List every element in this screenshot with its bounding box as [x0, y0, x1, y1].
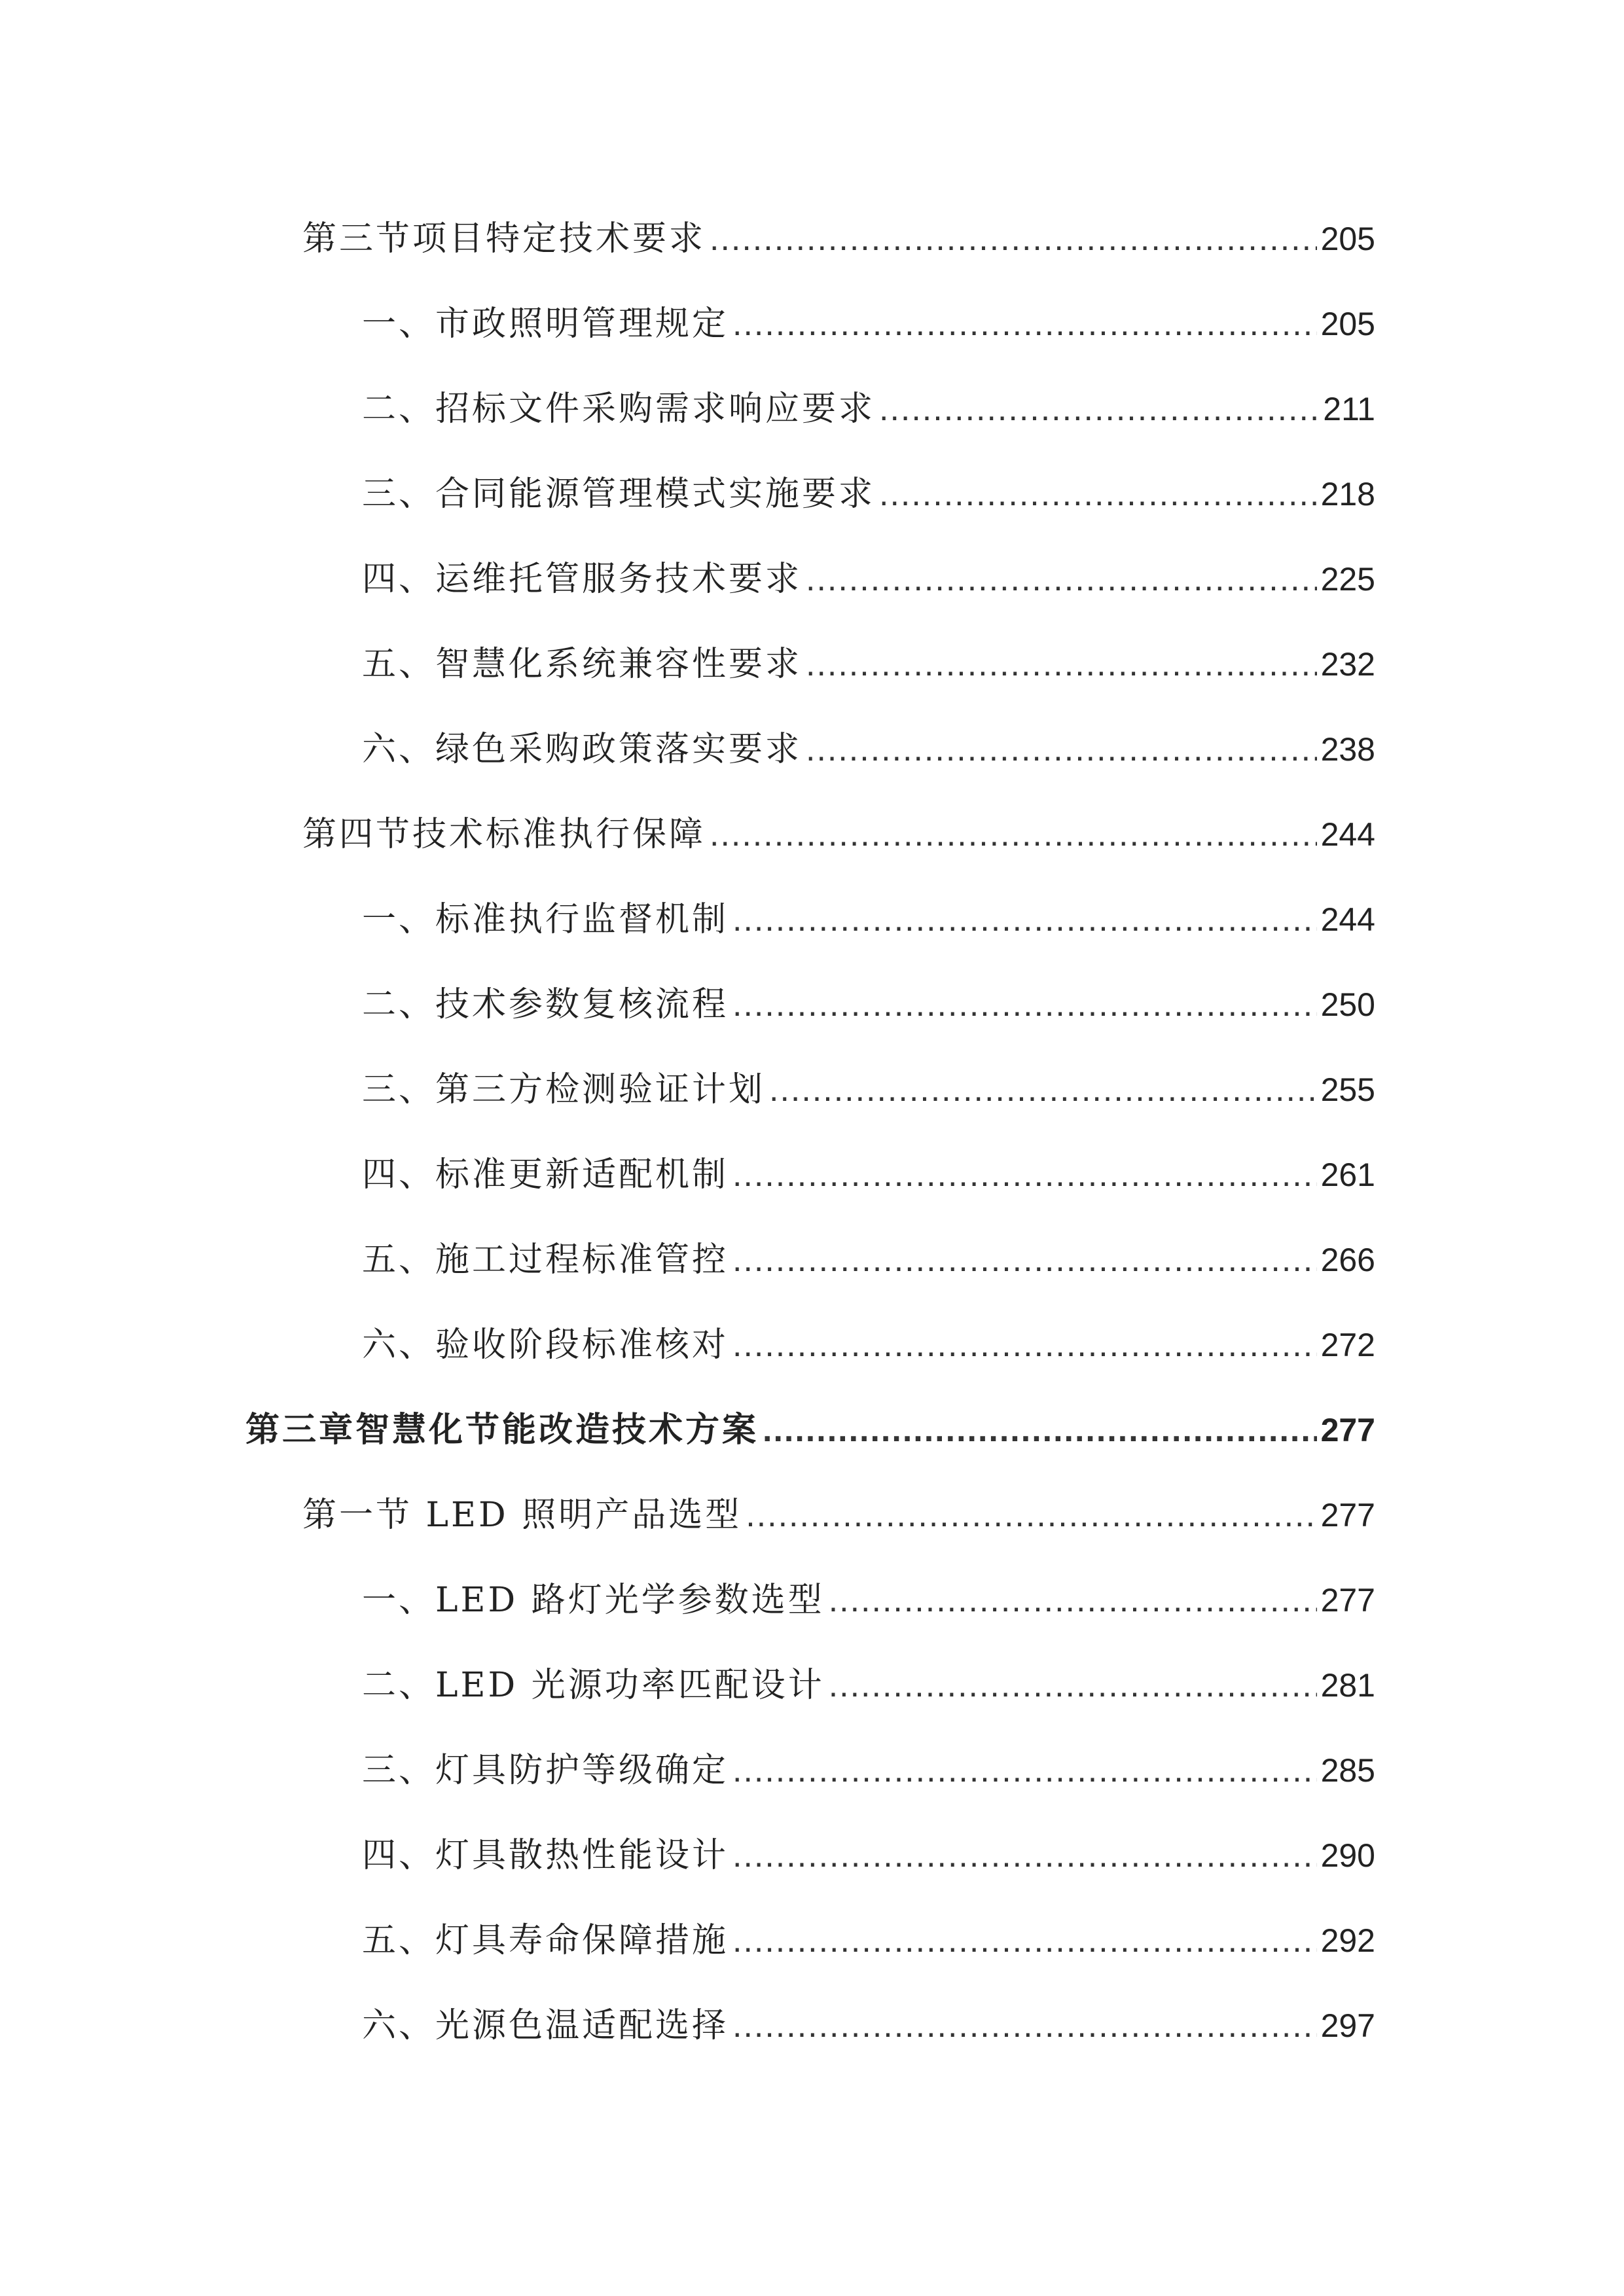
toc-entry[interactable]: [362, 978, 1375, 1031]
toc-entry-title: 三、灯具防护等级确定: [362, 1751, 729, 1790]
toc-entry-title: 四、灯具散热性能设计: [362, 1836, 729, 1875]
toc-entry[interactable]: [302, 808, 1375, 861]
toc-dot-leader: [732, 893, 1317, 946]
toc-entry-title: 一、标准执行监督机制: [362, 900, 729, 939]
toc-entry-page: 238: [1320, 731, 1375, 768]
toc-entry-title: 四、运维托管服务技术要求: [362, 560, 803, 599]
toc-entry[interactable]: [362, 1659, 1375, 1712]
toc-entry-title: 二、LED 光源功率匹配设计: [362, 1666, 825, 1705]
toc-entry[interactable]: [362, 298, 1375, 350]
toc-dot-leader: [732, 1744, 1317, 1797]
toc-entry-page: 297: [1320, 2007, 1375, 2044]
toc-entry-page: 232: [1320, 646, 1375, 683]
toc-entry[interactable]: [362, 638, 1375, 691]
toc-dot-leader: [829, 1659, 1317, 1712]
toc-entry-title: 六、绿色采购政策落实要求: [362, 730, 803, 769]
toc-dot-leader: [710, 808, 1317, 861]
toc-entry-title: 五、灯具寿命保障措施: [362, 1921, 729, 1960]
toc-entry-title: 五、施工过程标准管控: [362, 1240, 729, 1280]
toc-entry[interactable]: [362, 1829, 1375, 1882]
toc-entry[interactable]: [362, 383, 1375, 435]
toc-entry[interactable]: [362, 1064, 1375, 1116]
toc-entry-title: 四、标准更新适配机制: [362, 1155, 729, 1194]
toc-entry-title: 第三章智慧化节能改造技术方案: [245, 1410, 759, 1450]
toc-dot-leader: [769, 1064, 1317, 1116]
toc-entry[interactable]: [362, 1234, 1375, 1286]
toc-dot-leader: [879, 383, 1319, 435]
toc-entry-page: 211: [1323, 391, 1375, 427]
toc-entry-page: 205: [1320, 306, 1375, 342]
toc-dot-leader: [732, 2000, 1317, 2052]
toc-entry-title: 五、智慧化系统兼容性要求: [362, 645, 803, 684]
toc-entry-title: 第一节 LED 照明产品选型: [302, 1496, 742, 1535]
toc-dot-leader: [829, 1574, 1317, 1626]
toc-entry-page: 285: [1320, 1752, 1375, 1789]
toc-entry[interactable]: [302, 1489, 1375, 1541]
toc-entry-title: 六、光源色温适配选择: [362, 2006, 729, 2045]
toc-dot-leader: [732, 1914, 1317, 1967]
toc-entry-page: 277: [1320, 1582, 1375, 1619]
toc-entry[interactable]: [362, 1914, 1375, 1967]
toc-entry-page: 255: [1320, 1071, 1375, 1108]
toc-entry-page: 205: [1320, 221, 1375, 257]
toc-entry-page: 272: [1320, 1327, 1375, 1363]
toc-entry-title: 一、LED 路灯光学参数选型: [362, 1581, 825, 1620]
toc-entry-title: 第三节项目特定技术要求: [302, 219, 706, 259]
toc-entry[interactable]: [362, 2000, 1375, 2052]
toc-entry-title: 二、招标文件采购需求响应要求: [362, 389, 876, 429]
toc-dot-leader: [732, 1319, 1317, 1371]
toc-entry[interactable]: [362, 1319, 1375, 1371]
toc-entry-page: 292: [1320, 1922, 1375, 1959]
toc-entry-page: 281: [1320, 1667, 1375, 1704]
toc-entry-title: 二、技术参数复核流程: [362, 985, 729, 1024]
toc-entry-title: 三、第三方检测验证计划: [362, 1070, 766, 1109]
toc-entry-page: 218: [1320, 476, 1375, 512]
toc-entry-page: 277: [1320, 1412, 1375, 1448]
toc-entry-title: 第四节技术标准执行保障: [302, 815, 706, 854]
toc-entry[interactable]: [362, 723, 1375, 776]
toc-entry-page: 261: [1320, 1157, 1375, 1193]
toc-dot-leader: [710, 213, 1317, 265]
toc-entry-page: 250: [1320, 986, 1375, 1023]
toc-entry-page: 244: [1320, 816, 1375, 853]
toc-dot-leader: [732, 1234, 1317, 1286]
toc-entry[interactable]: [362, 553, 1375, 605]
toc-entry-title: 六、验收阶段标准核对: [362, 1325, 729, 1365]
toc-entry-title: 一、市政照明管理规定: [362, 304, 729, 344]
toc-entry-page: 225: [1320, 561, 1375, 598]
toc-dot-leader: [806, 553, 1317, 605]
toc-entry-page: 244: [1320, 901, 1375, 938]
toc-dot-leader: [746, 1489, 1316, 1541]
toc-entry[interactable]: [302, 213, 1375, 265]
toc-dot-leader: [879, 468, 1317, 520]
toc-entry[interactable]: [362, 1149, 1375, 1201]
toc-entry-page: 266: [1320, 1242, 1375, 1278]
toc-entry-page: 290: [1320, 1837, 1375, 1874]
toc-dot-leader: [732, 1149, 1317, 1201]
toc-dot-leader: [732, 1829, 1317, 1882]
toc-dot-leader: [732, 978, 1317, 1031]
toc-entry[interactable]: [362, 1744, 1375, 1797]
toc-entry-chapter[interactable]: [245, 1404, 1375, 1456]
toc-entry-page: 277: [1320, 1497, 1375, 1534]
toc-dot-leader: [763, 1404, 1317, 1456]
toc-entry-title: 三、合同能源管理模式实施要求: [362, 475, 876, 514]
toc-dot-leader: [806, 638, 1317, 691]
toc-dot-leader: [732, 298, 1317, 350]
toc-entry[interactable]: [362, 468, 1375, 520]
toc-dot-leader: [806, 723, 1317, 776]
toc-entry[interactable]: [362, 893, 1375, 946]
toc-entry[interactable]: [362, 1574, 1375, 1626]
